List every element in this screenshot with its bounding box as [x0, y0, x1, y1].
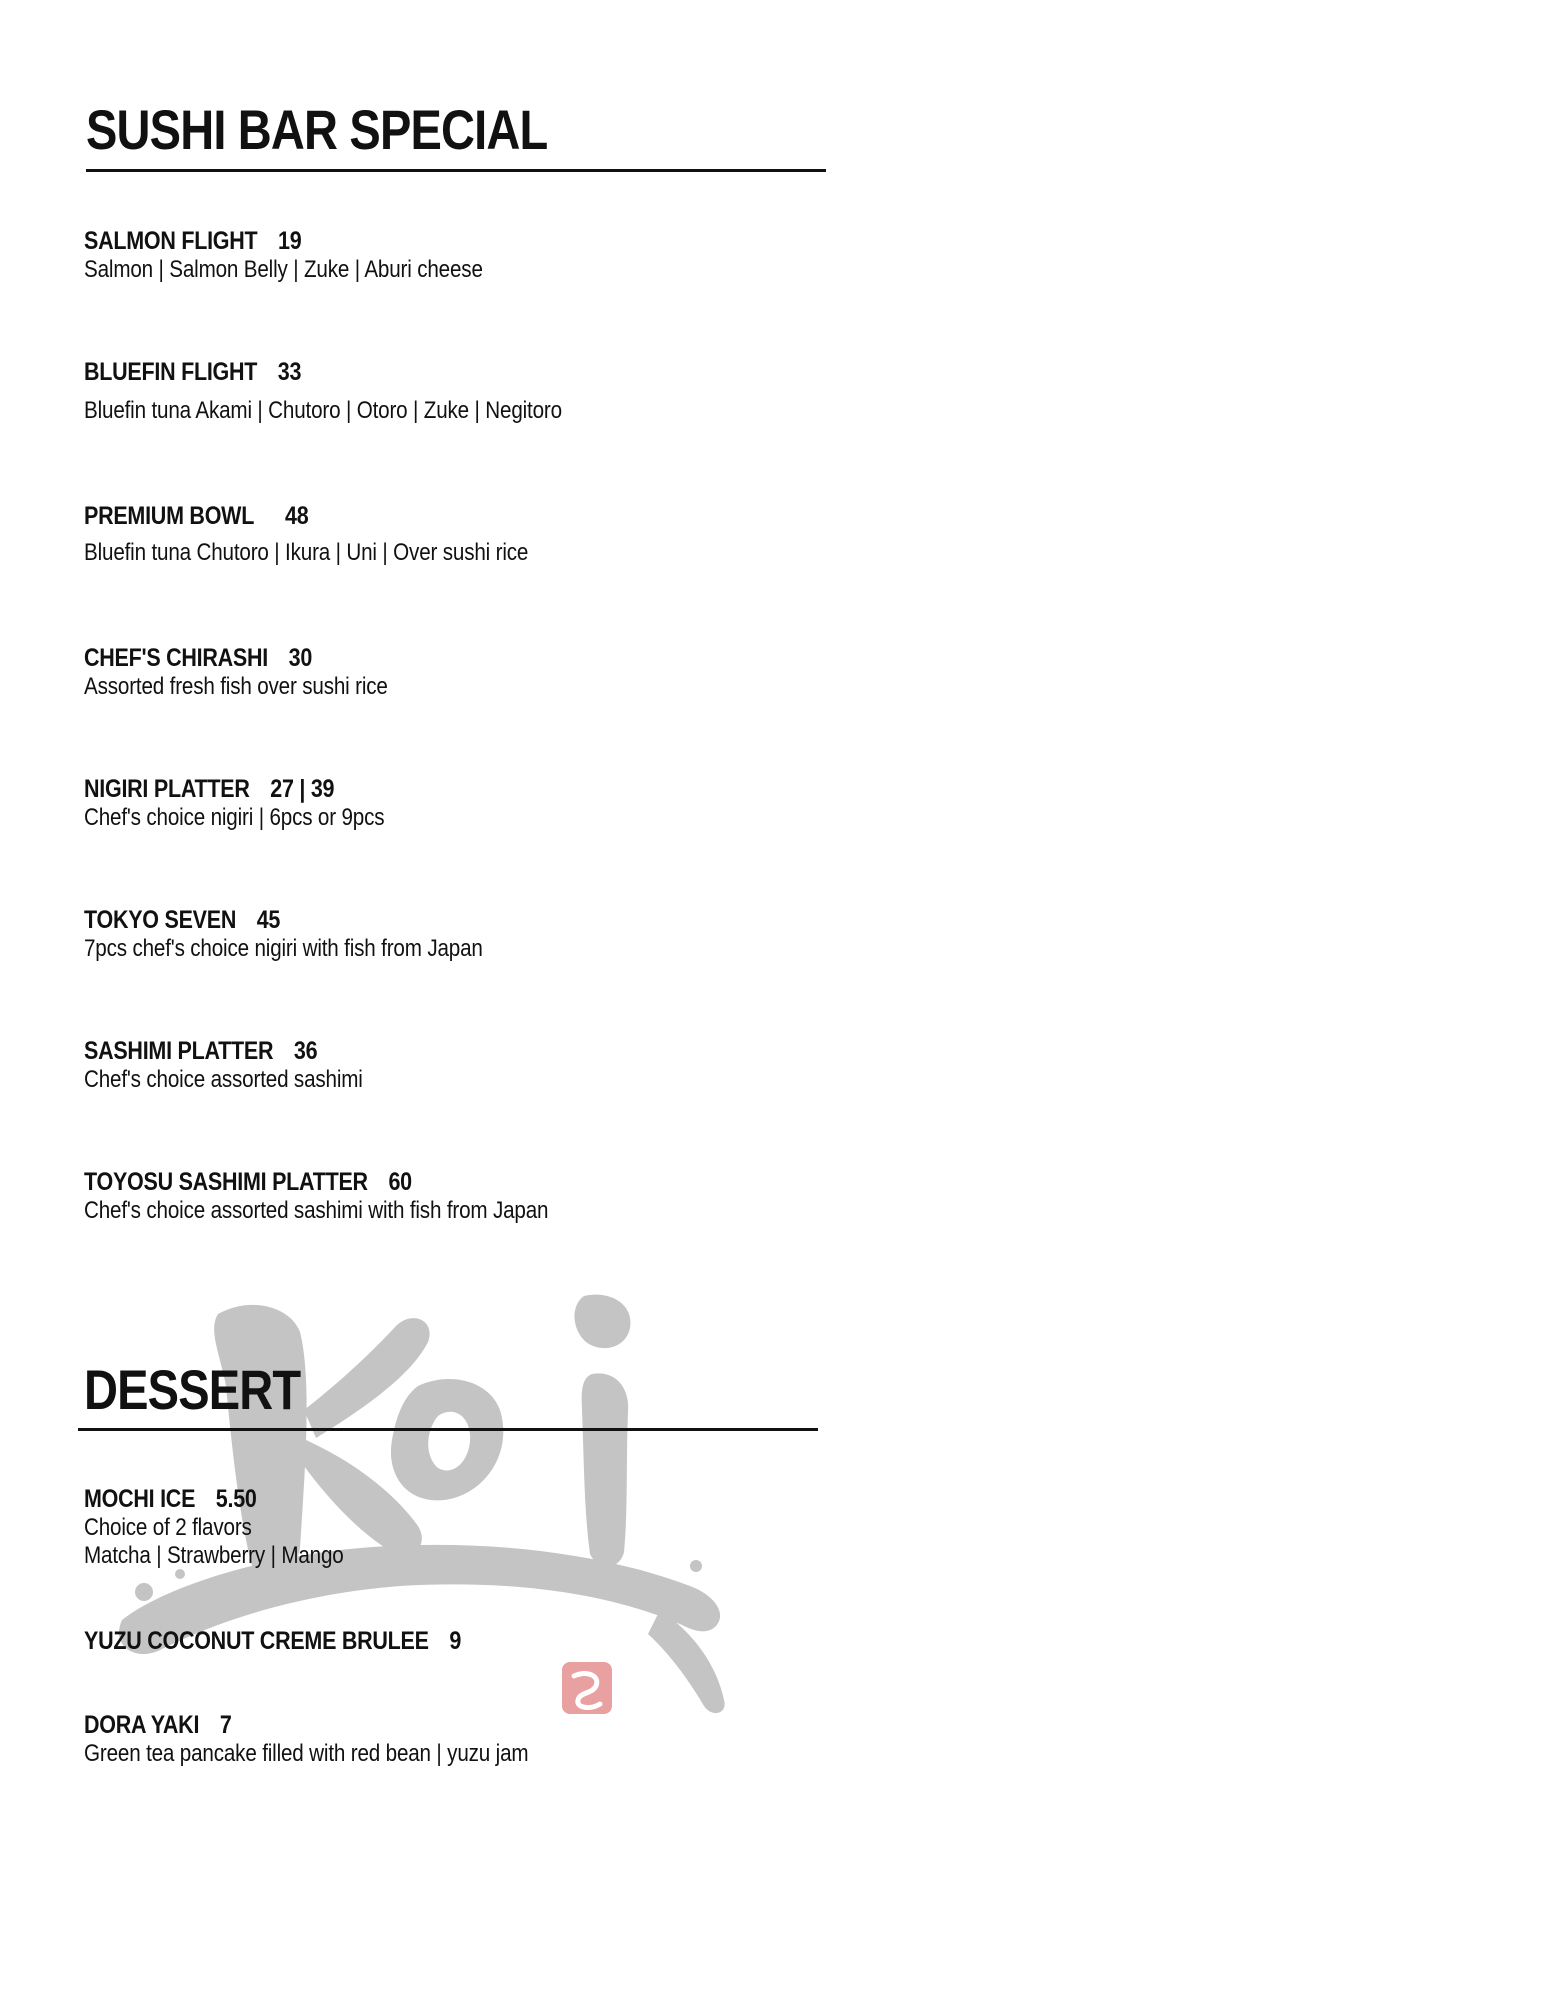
menu-item-salmon-flight [84, 226, 548, 284]
menu-item-mochi-ice [84, 1484, 386, 1570]
item-name: MOCHI ICE [84, 1485, 196, 1513]
menu-item-bluefin-flight [84, 357, 640, 425]
item-description: Bluefin tuna Chutoro | Ikura | Uni | Over sushi rice [84, 539, 529, 566]
item-name: YUZU COCONUT CREME BRULEE [84, 1627, 429, 1655]
menu-item-heading [84, 774, 384, 804]
item-price: 45 [256, 906, 281, 934]
menu-item-chefs-chirashi [84, 643, 437, 701]
item-name: NIGIRI PLATTER [84, 775, 250, 803]
dessert-title-rule [78, 1428, 818, 1431]
item-flavors: Matcha | Strawberry | Mango [84, 1542, 344, 1569]
menu-item-heading [84, 1167, 548, 1197]
item-description: 7pcs chef's choice nigiri with fish from Japan [84, 935, 483, 962]
menu-item-tokyo-seven [84, 905, 548, 963]
menu-item-heading [84, 226, 483, 256]
menu-item-premium-bowl [84, 501, 601, 567]
item-price: 33 [277, 358, 302, 386]
item-description: Bluefin tuna Akami | Chutoro | Otoro | Zuke | Negitoro [84, 397, 562, 424]
item-name: TOYOSU SASHIMI PLATTER [84, 1168, 368, 1196]
item-price: 30 [288, 644, 313, 672]
item-name: SALMON FLIGHT [84, 227, 258, 255]
menu-item-heading [84, 1626, 461, 1656]
item-name: CHEF'S CHIRASHI [84, 644, 269, 672]
menu-item-nigiri-platter [84, 774, 433, 832]
item-description: Salmon | Salmon Belly | Zuke | Aburi cheese [84, 256, 483, 283]
menu-item-heading [84, 643, 388, 673]
item-name: SASHIMI PLATTER [84, 1037, 274, 1065]
item-description: Green tea pancake filled with red bean | yuzu jam [84, 1740, 529, 1767]
item-name: DORA YAKI [84, 1711, 200, 1739]
item-name: TOKYO SEVEN [84, 906, 237, 934]
item-description: Assorted fresh fish over sushi rice [84, 673, 388, 700]
menu-item-heading [84, 1710, 528, 1740]
menu-item-heading [84, 1036, 363, 1066]
item-price: 48 [285, 502, 309, 530]
menu-item-heading [84, 357, 562, 387]
item-price: 9 [449, 1627, 462, 1655]
item-price: 27 | 39 [270, 775, 335, 803]
item-description: Choice of 2 flavors [84, 1514, 252, 1541]
menu-item-heading [84, 501, 528, 531]
item-price: 36 [293, 1037, 318, 1065]
sushi-title-rule [86, 169, 826, 172]
item-description: Chef's choice assorted sashimi [84, 1066, 363, 1093]
dessert-section-title: DESSERT [84, 1358, 301, 1421]
item-description: Chef's choice nigiri | 6pcs or 9pcs [84, 804, 385, 831]
menu-item-heading [84, 1484, 344, 1514]
item-name: PREMIUM BOWL [84, 502, 255, 530]
menu-item-sashimi-platter [84, 1036, 408, 1094]
menu-item-toyosu-sashimi-platter [84, 1167, 624, 1225]
item-price: 60 [388, 1168, 412, 1196]
menu-item-dora-yaki [84, 1710, 601, 1768]
item-description: Chef's choice assorted sashimi with fish from Japan [84, 1197, 549, 1224]
menu-item-heading [84, 905, 483, 935]
menu-item-yuzu-coconut-creme-brulee [84, 1626, 522, 1656]
item-price: 19 [278, 227, 302, 255]
item-name: BLUEFIN FLIGHT [84, 358, 258, 386]
sushi-section-title: SUSHI BAR SPECIAL [86, 98, 548, 161]
item-price: 7 [219, 1711, 232, 1739]
item-price: 5.50 [215, 1485, 257, 1513]
